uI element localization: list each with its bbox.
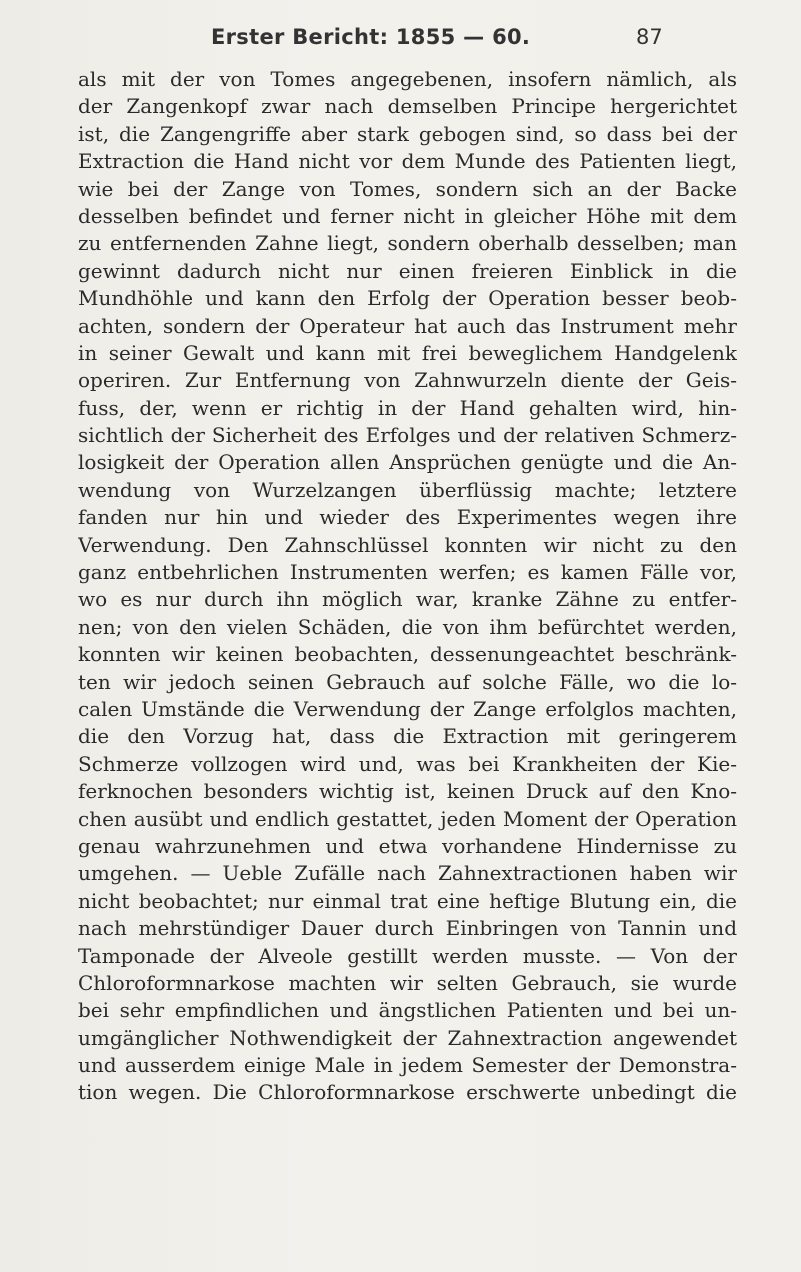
- running-title: Erster Bericht: 1855 — 60.: [211, 25, 531, 49]
- text-line: Verwendung. Den Zahnschlüssel konnten wir nicht zu den: [78, 532, 737, 557]
- text-line: fanden nur hin und wieder des Experimentes wegen ihre: [78, 505, 737, 530]
- text-line: konnten wir keinen beobachten, dessenungeachtet beschränk-: [78, 642, 737, 667]
- text-line: als mit der von Tomes angegebenen, insofern nämlich, als: [78, 67, 737, 91]
- text-line: Chloroformnarkose machten wir selten Gebrauch, sie wurde: [78, 970, 737, 995]
- text-line: ist, die Zangengriffe aber stark gebogen sind, so dass bei der: [78, 121, 737, 146]
- text-line: wendung von Wurzelzangen überflüssig machte; letztere: [78, 477, 737, 502]
- text-line: wie bei der Zange von Tomes, sondern sich an der Backe: [78, 176, 737, 201]
- text-line: desselben befindet und ferner nicht in gleicher Höhe mit dem: [78, 203, 737, 228]
- text-line: losigkeit der Operation allen Ansprüchen genügte und die An-: [78, 450, 737, 475]
- text-line: achten, sondern der Operateur hat auch das Instrument mehr: [78, 313, 737, 338]
- text-line: genau wahrzunehmen und etwa vorhandene Hindernisse zu: [78, 833, 737, 858]
- text-line: Tamponade der Alveole gestillt werden musste. — Von der: [78, 943, 737, 968]
- text-line: nicht beobachtet; nur einmal trat eine heftige Blutung ein, die: [78, 888, 737, 913]
- text-line: chen ausübt und endlich gestattet, jeden Moment der Operation: [78, 806, 737, 831]
- text-line: der Zangenkopf zwar nach demselben Principe hergerichtet: [78, 94, 737, 119]
- text-line: calen Umstände die Verwendung der Zange erfolglos machten,: [78, 696, 737, 721]
- text-line: und ausserdem einige Male in jedem Semester der Demonstra-: [78, 1053, 737, 1078]
- text-line: zu entfernenden Zahne liegt, sondern oberhalb desselben; man: [78, 231, 737, 256]
- text-line: sichtlich der Sicherheit des Erfolges und der relativen Schmerz-: [78, 423, 737, 448]
- text-line: Mundhöhle und kann den Erfolg der Operation besser beob-: [78, 286, 737, 311]
- text-line: umgehen. — Ueble Zufälle nach Zahnextractionen haben wir: [78, 861, 737, 886]
- text-line: fuss, der, wenn er richtig in der Hand gehalten wird, hin-: [78, 395, 737, 420]
- text-line: ten wir jedoch seinen Gebrauch auf solche Fälle, wo die lo-: [78, 669, 737, 694]
- text-line: umgänglicher Nothwendigkeit der Zahnextraction angewendet: [78, 1025, 737, 1050]
- text-line: in seiner Gewalt und kann mit frei beweglichem Handgelenk: [78, 340, 737, 365]
- text-line: wo es nur durch ihn möglich war, kranke Zähne zu entfer-: [78, 587, 737, 612]
- body-text: [78, 66, 737, 1107]
- page-number: 87: [636, 25, 663, 49]
- text-line: Schmerze vollzogen wird und, was bei Krankheiten der Kie-: [78, 751, 737, 776]
- text-line: Extraction die Hand nicht vor dem Munde des Patienten liegt,: [78, 149, 737, 174]
- text-line: gewinnt dadurch nicht nur einen freieren Einblick in die: [78, 258, 737, 283]
- text-line: nen; von den vielen Schäden, die von ihm befürchtet werden,: [78, 614, 737, 639]
- text-line: ganz entbehrlichen Instrumenten werfen; es kamen Fälle vor,: [78, 560, 737, 585]
- text-line: tion wegen. Die Chloroformnarkose erschwerte unbedingt die: [78, 1080, 737, 1105]
- text-line: bei sehr empfindlichen und ängstlichen Patienten und bei un-: [78, 998, 737, 1023]
- text-line: nach mehrstündiger Dauer durch Einbringen von Tannin und: [78, 916, 737, 941]
- text-line: ferknochen besonders wichtig ist, keinen Druck auf den Kno-: [78, 779, 737, 804]
- page-header: [0, 21, 801, 61]
- text-line: operiren. Zur Entfernung von Zahnwurzeln diente der Geis-: [78, 368, 737, 393]
- text-line: die den Vorzug hat, dass die Extraction mit geringerem: [78, 724, 737, 749]
